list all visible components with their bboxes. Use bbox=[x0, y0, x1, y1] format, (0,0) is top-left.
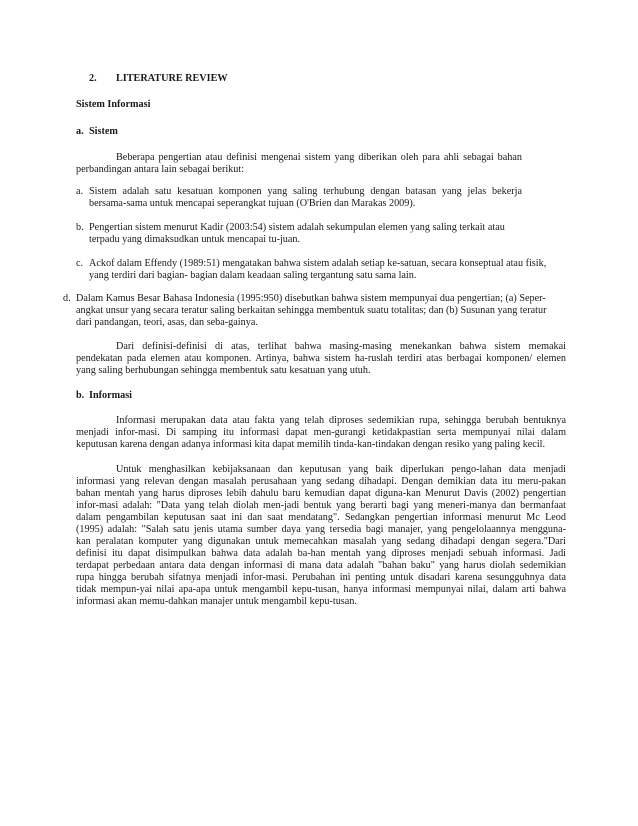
list-item-line: Dalam Kamus Besar Bahasa Indonesia (1995:950) disebutkan bahwa sistem mempunyai dua pengertian; (a) Seper- bbox=[76, 293, 546, 304]
subsection-title: Sistem Informasi bbox=[76, 99, 151, 110]
intro-line: perbandingan antara lain sebagai berikut: bbox=[76, 164, 245, 175]
list-item-label: c. bbox=[76, 258, 84, 269]
list-item-line: Ackof dalam Effendy (1989:51) mengatakan bahwa sistem adalah setiap ke-satuan, secara konseptual atau fisik, bbox=[89, 258, 547, 269]
paragraph-line: dalam pengambilan keputusan saat ini dan saat mendatang". Sedangkan pengertian informasi menurut Mc Leod bbox=[76, 512, 566, 523]
paragraph-line: terdapat perbedaan antara data dengan informasi di mana data adalah "bahan baku" yang harus diolah sedemikian bbox=[76, 560, 566, 571]
paragraph-line: bahan mentah yang harus diproses lebih dahulu baru kemudian dapat diguna-kan Menurut Davis (2002) pengertian bbox=[76, 488, 566, 499]
section-number: 2. bbox=[89, 73, 97, 84]
subsection-b-label: b. bbox=[76, 390, 85, 401]
list-item-label: a. bbox=[76, 186, 84, 197]
intro-line: Beberapa pengertian atau definisi mengenai sistem yang diberikan oleh para ahli sebagai bahan bbox=[116, 152, 522, 163]
subsection-a-label: a. bbox=[76, 126, 84, 137]
paragraph-line: Dari definisi-definisi di atas, terlihat bahwa masing-masing menekankan bahwa sistem memakai bbox=[116, 341, 566, 352]
list-item-line: dari pandangan, teori, asas, dan seba-gainya. bbox=[76, 317, 258, 328]
list-item-label: b. bbox=[76, 222, 84, 233]
paragraph-line: rupa hingga berubah sifatnya menjadi infor-masi. Perubahan ini penting untuk disadari karena sesungguhnya data bbox=[76, 572, 566, 583]
list-item-line: Pengertian sistem menurut Kadir (2003:54) sistem adalah sekumpulan elemen yang saling terkait atau bbox=[89, 222, 505, 233]
paragraph-line: keputusan karena dengan adanya informasi kita dapat memilih tinda-kan-tindakan dengan resiko yang paling kecil. bbox=[76, 439, 546, 450]
paragraph-line: kan peralatan komputer yang digunakan untuk memecahkan masalah yang sedang dihadapi dengan segera."Dari bbox=[76, 536, 566, 547]
paragraph-line: informasi akan memu-dahkan manajer untuk mengambil kepu-tusan. bbox=[76, 596, 357, 607]
list-item-label: d. bbox=[63, 293, 71, 304]
paragraph-line: yang saling berhubungan sehingga membentuk satu kesatuan yang utuh. bbox=[76, 365, 371, 376]
list-item-line: bersama-sama untuk mencapai seperangkat tujuan (O'Brien dan Marakas 2009). bbox=[89, 198, 416, 209]
paragraph-line: pendekatan pada elemen atau komponen. Artinya, bahwa sistem ha-ruslah terdiri atas berbagai komponen/ elemen bbox=[76, 353, 566, 364]
paragraph-line: infor-masi adalah: "Data yang telah diolah men-jadi bentuk yang berarti bagi yang meneri-manya dan bermanfaat bbox=[76, 500, 566, 511]
list-item-line: terpadu yang dimaksudkan untuk mencapai tu-juan. bbox=[89, 234, 301, 245]
paragraph-line: menjadi infor-masi. Di samping itu informasi dapat men-gurangi ketidakpastian serta mempunyai nilai dalam bbox=[76, 427, 566, 438]
paragraph-line: informasi yang relevan dengan masalah perusahaan yang sedang dihadapi. Dengan demikian data itu meru-pakan bbox=[76, 476, 566, 487]
list-item-line: Sistem adalah satu kesatuan komponen yang saling terhubung dengan batasan yang jelas bekerja bbox=[89, 186, 522, 197]
paragraph-line: definisi itu dapat disimpulkan bahwa data adalah ba-han mentah yang diproses menjadi sebuah informasi. Jadi bbox=[76, 548, 566, 559]
subsection-b-title: Informasi bbox=[89, 390, 133, 401]
subsection-a-title: Sistem bbox=[89, 126, 118, 137]
list-item-line: angkat unsur yang secara teratur saling berkaitan sehingga membentuk suatu totalitas; dan (b) Susunan yang teratur bbox=[76, 305, 547, 316]
section-heading: LITERATURE REVIEW bbox=[116, 73, 228, 84]
paragraph-line: tidak mempun-yai nilai apa-apa untuk mengambil kepu-tusan, hanya informasi mempunyai nilai, dalam arti bahwa bbox=[76, 584, 566, 595]
paragraph-line: Informasi merupakan data atau fakta yang telah diproses sedemikian rupa, sehingga berubah bentuknya bbox=[116, 415, 566, 426]
paragraph-line: Untuk menghasilkan kebijaksanaan dan keputusan yang baik diperlukan pengo-lahan data menjadi bbox=[116, 464, 566, 475]
paragraph-line: (1995) adalah: "Salah satu jenis utama sumber daya yang tersedia bagi manajer, yang pengelolaannya mengguna- bbox=[76, 524, 566, 535]
list-item-line: yang terdiri dari bagian- bagian dalam keadaan saling tergantung satu sama lain. bbox=[89, 270, 417, 281]
